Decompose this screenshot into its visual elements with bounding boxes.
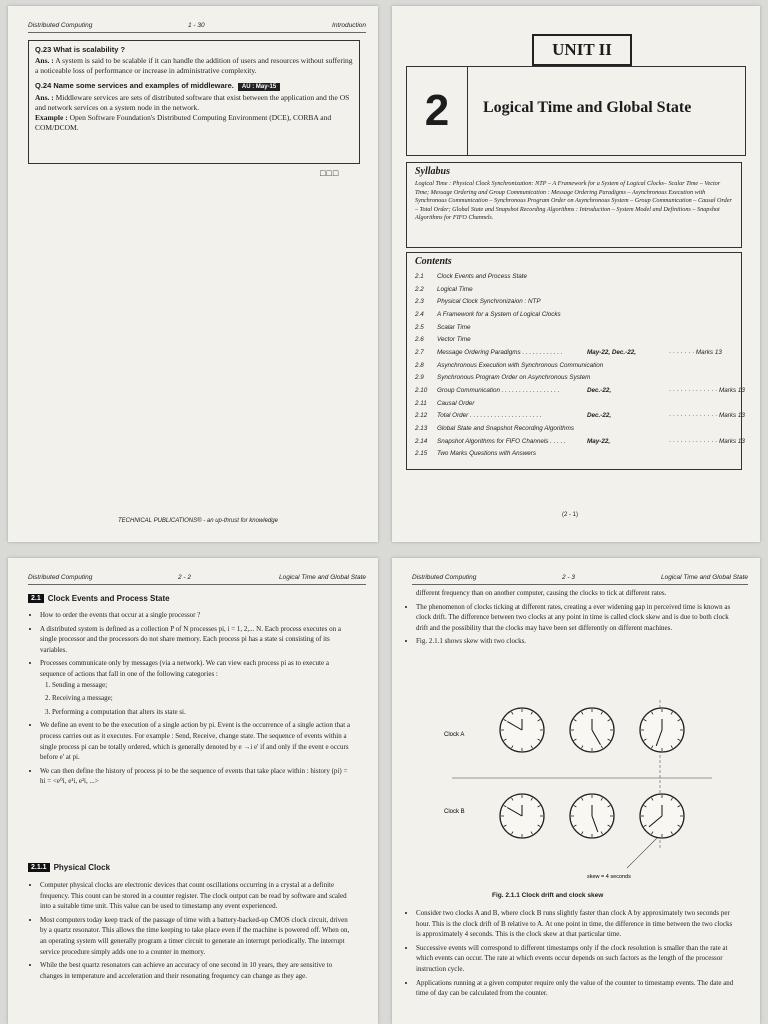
clock-face <box>500 708 544 752</box>
clock-drift-figure <box>422 698 742 888</box>
contents-list <box>415 270 745 460</box>
chapter-number: 2 <box>407 67 468 155</box>
skew-label: skew = 4 seconds <box>587 874 631 880</box>
contents-title: Vector Time <box>437 336 471 344</box>
contents-row <box>415 270 733 283</box>
header-right: Introduction <box>332 22 366 29</box>
contents-row <box>415 410 745 423</box>
contents-row <box>415 435 745 448</box>
end-marks: □□□ <box>320 168 340 178</box>
contents-row <box>415 346 733 359</box>
contents-box <box>406 252 745 470</box>
contents-row <box>415 359 733 372</box>
contents-title: Physical Clock Synchronizaion : NTP <box>437 298 541 306</box>
contents-title: Logical Time <box>437 285 473 293</box>
list-item: • Processes communicate only by messages (via a network). We can view each process pi as to execute a sequence of actions that fall in one of the following categories : 1. Sending a message; 2. Receiving a message; 3. Performing a computation that alters its state si. <box>40 658 354 717</box>
contents-title: Synchronous Program Order on Asynchronous System <box>437 374 591 382</box>
contents-title: Causal Order <box>437 399 475 407</box>
category-item: 2. Receiving a message; <box>52 693 354 704</box>
section-title: Physical Clock <box>53 863 111 872</box>
contents-row <box>415 448 733 461</box>
page-header <box>28 570 366 585</box>
contents-title: Group Communication . . . . . . . . . . . . . . . . . <box>437 387 560 395</box>
exam-badge: AU : May-15 <box>238 83 280 91</box>
contents-num: 2.3 <box>415 298 424 306</box>
chapter-box <box>406 66 746 156</box>
section-title: Clock Events and Process State <box>47 594 170 603</box>
section-number: 2.1 <box>28 594 44 603</box>
answer-24: Ans. : Middleware services are sets of distributed software that exist between the application and the OS and network services on a system node in the network. Example : Open Software Foundation's Distributed Computing Environment (DCE), CORBA and COM/DCOM. <box>35 93 350 132</box>
syllabus-box <box>406 162 742 248</box>
contents-title: Total Order . . . . . . . . . . . . . . . . . . . . . <box>437 412 542 420</box>
list-item: • We define an event to be the execution of a single action by pi. Event is the occurrence of a single action that a process carries out as it executes. For example : Send, Receive, change state. The sequence of events within a single process pi can be totally ordered, which is generally denoted by e →i e' if and only if the event e occurs before e' at pi. <box>40 720 354 762</box>
list-item: • Fig. 2.1.1 shows skew with two clocks. <box>416 636 734 647</box>
contents-num: 2.8 <box>415 361 424 369</box>
contents-num: 2.2 <box>415 285 424 293</box>
page-2-3 <box>392 558 760 1024</box>
clock-face <box>500 794 544 838</box>
question-23: Q.23 What is scalability ? <box>35 45 126 54</box>
chapter-title: Logical Time and Global State <box>483 99 692 116</box>
header-page-number: 1 - 30 <box>188 22 205 29</box>
clock-face <box>570 708 614 752</box>
list-item: • Applications running at a given computer require only the value of the counter to timestamp events. The date and time of day can be calculated from the counter. <box>416 978 734 999</box>
contents-num: 2.4 <box>415 310 424 318</box>
clock-group <box>500 708 684 838</box>
clock-face <box>640 708 684 752</box>
header-left: Distributed Computing <box>28 22 93 29</box>
category-item: 3. Performing a computation that alters its state si. <box>52 707 354 718</box>
contents-row <box>415 333 733 346</box>
section-body <box>406 588 734 650</box>
contents-row <box>415 308 733 321</box>
page-2-2 <box>8 558 378 1024</box>
contents-num: 2.12 <box>415 412 428 420</box>
contents-marks: · · · · · · · · · · · · · Marks 13 <box>669 387 745 395</box>
contents-num: 2.1 <box>415 272 424 280</box>
contents-heading: Contents <box>415 256 452 267</box>
contents-row <box>415 283 733 296</box>
contents-title: Scalar Time <box>437 323 471 331</box>
contents-num: 2.9 <box>415 374 424 382</box>
list-item: • While the best quartz resonators can achieve an accuracy of one second in 10 years, they are sensitive to changes in temperature and acceleration and their resonating frequency can change as they age. <box>40 960 354 981</box>
contents-title: Two Marks Questions with Answers <box>437 450 537 458</box>
list-item: • We can then define the history of process pi to be the sequence of events that take place within : history (pi) = hi = <e⁰i, e¹i, e²i, ...> <box>40 766 354 787</box>
contents-title: Clock Events and Process State <box>437 272 527 280</box>
page-header <box>28 18 366 33</box>
clock-face <box>640 794 684 838</box>
contents-tag: May-22, Dec.-22, <box>587 348 637 356</box>
contents-num: 2.10 <box>415 387 428 395</box>
page-footer: (2 - 1) <box>562 512 579 518</box>
contents-row <box>415 397 733 410</box>
section-body <box>406 908 734 1002</box>
section-body <box>30 610 354 790</box>
contents-marks: · · · · · · · Marks 13 <box>669 348 722 356</box>
contents-marks: · · · · · · · · · · · · · Marks 13 <box>669 437 745 445</box>
contents-title: Message Ordering Paradigms . . . . . . . . . . . . <box>437 348 563 356</box>
page-1-30 <box>8 6 378 542</box>
category-item: 1. Sending a message; <box>52 680 354 691</box>
contents-num: 2.15 <box>415 450 428 458</box>
header-right: Logical Time and Global State <box>660 574 748 581</box>
contents-row <box>415 372 733 385</box>
syllabus-heading: Syllabus <box>415 166 451 177</box>
page-2-1 <box>392 6 760 542</box>
qa-box <box>28 40 360 164</box>
list-item: • Successive events will correspond to different timestamps only if the clock resolution is smaller than the rate at which events can occur. The rate at which events occur depends on such factors as the length of the processor instruction cycle. <box>416 943 734 975</box>
header-page-number: 2 - 3 <box>562 574 576 581</box>
subsection-heading <box>28 863 110 872</box>
list-item: • Most computers today keep track of the passage of time with a battery-backed-up CMOS clock circuit, driven by a quartz resonator. This allows the time keeping to take place even if the machine is powered off. When on, an operating system will generally program a timer circuit to generate an interrupt periodically. The interrupt service procedure simply adds one to a counter in memory. <box>40 915 354 957</box>
answer-23: Ans. : A system is said to be scalable if it can handle the addition of users and resources without suffering a noticeable loss of performance or increase in administrative complexity. <box>35 56 353 75</box>
contents-num: 2.14 <box>415 437 428 445</box>
paragraph: different frequency than on another computer, causing the clocks to tick at different rates. <box>416 589 667 597</box>
contents-num: 2.5 <box>415 323 424 331</box>
section-body <box>30 880 354 984</box>
contents-row <box>415 321 733 334</box>
list-item: • How to order the events that occur at a single processor ? <box>40 610 354 621</box>
contents-title: Snapshot Algorithms for FIFO Channels . . . . . <box>437 437 566 445</box>
list-item: • Consider two clocks A and B, where clock B runs slightly faster than clock A by approximately two seconds per hour. This is the clock drift of B relative to A. At one point in time, the difference in time between the two clocks is approximately 4 seconds. This is the clock skew at that particular time. <box>416 908 734 940</box>
question-24: Q.24 Name some services and examples of middleware. AU : May-15 <box>35 81 353 91</box>
contents-num: 2.6 <box>415 336 424 344</box>
list-item: • Computer physical clocks are electronic devices that count oscillations occurring in a crystal at a definite frequency. This count can be stored in a counter register. The clock output can be read by software and scaled into a suitable time unit. This value can be used to timestamp any event experienced. <box>40 880 354 912</box>
contents-marks: · · · · · · · · · · · · · Marks 13 <box>669 412 745 420</box>
contents-num: 2.7 <box>415 348 424 356</box>
header-left: Distributed Computing <box>412 574 477 581</box>
clock-a-label: Clock A <box>444 732 465 738</box>
contents-num: 2.11 <box>415 399 427 407</box>
contents-tag: Dec.-22, <box>587 412 612 420</box>
contents-title: Asynchronous Execution with Synchronous Communication <box>437 361 604 369</box>
syllabus-text: Logical Time : Physical Clock Synchronization: NTP – A Framework for a System of Logical Clocks– Scalar Time – Vector Time; Message Ordering and Group Communication : Message Ordering Paradigms – Asynchronous Execution with Synchronous Communication – Synchronous Program Order on Asynchronous System – Group Communication – Causal Order – Total Order; Global State and Snapshot Recording Algorithms : Introduction – System Model and Definitions – Snapshot Algorithms for FIFO Channels. <box>415 180 732 221</box>
skew-arrow <box>627 838 657 868</box>
contents-title: A Framework for a System of Logical Clocks <box>437 310 561 318</box>
clock-face <box>570 794 614 838</box>
header-page-number: 2 - 2 <box>178 574 192 581</box>
section-number: 2.1.1 <box>28 863 50 872</box>
contents-tag: Dec.-22, <box>587 387 612 395</box>
list-item: • The phenomenon of clocks ticking at different rates, creating a ever widening gap in perceived time is known as clock drift. The difference between two clocks at any point in time is called clock skew and is due to both clock drift and the possibility that the clocks may have been set differently on different machines. <box>416 602 734 634</box>
contents-row <box>415 422 733 435</box>
page-header <box>412 570 748 585</box>
header-left: Distributed Computing <box>28 574 93 581</box>
list-item: • A distributed system is defined as a collection P of N processes pi, i = 1, 2,... N. Each process executes on a single processor and the processors do not share memory. Each process pi has a state si consisting of its variables. <box>40 624 354 656</box>
contents-row <box>415 384 745 397</box>
contents-tag: May-22, <box>587 437 611 445</box>
unit-label: UNIT II <box>532 34 632 66</box>
figure-caption: Fig. 2.1.1 Clock drift and clock skew <box>492 892 604 899</box>
clock-b-label: Clock B <box>444 809 465 815</box>
contents-num: 2.13 <box>415 425 428 433</box>
contents-row <box>415 295 733 308</box>
contents-title: Global State and Snapshot Recording Algorithms <box>437 425 574 433</box>
header-right: Logical Time and Global State <box>278 574 366 581</box>
section-heading <box>28 594 170 603</box>
page-footer: TECHNICAL PUBLICATIONS® - an up-thrust for knowledge <box>118 518 278 524</box>
